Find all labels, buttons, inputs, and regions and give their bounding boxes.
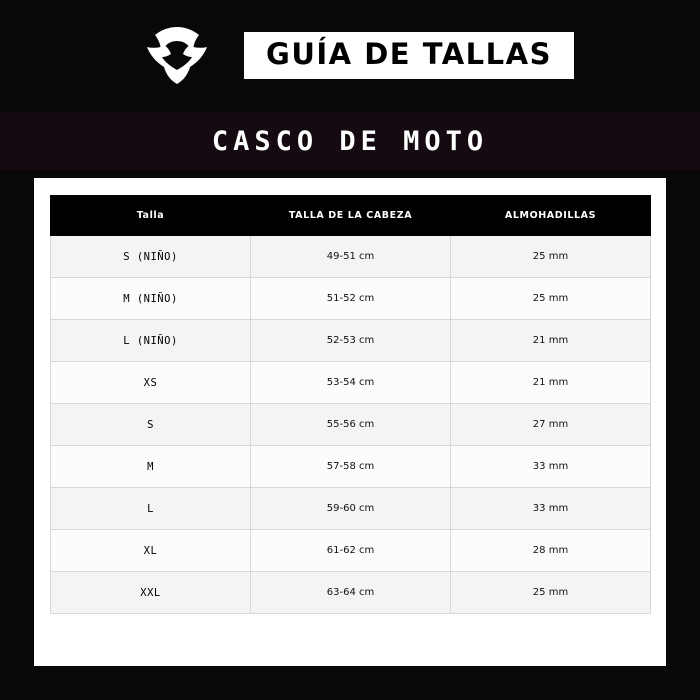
- cell-pads: 28 mm: [451, 530, 651, 572]
- cell-pads: 21 mm: [451, 320, 651, 362]
- column-header-pads: ALMOHADILLAS: [451, 196, 651, 236]
- table-row: [51, 446, 651, 488]
- page-subtitle: CASCO DE MOTO: [211, 125, 489, 157]
- cell-size: S (NIÑO): [51, 236, 251, 278]
- cell-pads: 21 mm: [451, 362, 651, 404]
- cell-head: 52-53 cm: [251, 320, 451, 362]
- cell-head: 49-51 cm: [251, 236, 451, 278]
- cell-pads: 25 mm: [451, 236, 651, 278]
- cell-size: M (NIÑO): [51, 278, 251, 320]
- cell-head: 59-60 cm: [251, 488, 451, 530]
- table-row: [51, 530, 651, 572]
- cell-size: M: [51, 446, 251, 488]
- cell-size: XS: [51, 362, 251, 404]
- page-title: GUÍA DE TALLAS: [244, 32, 574, 79]
- subtitle-band: [0, 112, 700, 170]
- table-row: [51, 236, 651, 278]
- size-table: [50, 195, 651, 614]
- table-row: [51, 404, 651, 446]
- cell-size: XL: [51, 530, 251, 572]
- table-row: [51, 362, 651, 404]
- table-row: [51, 278, 651, 320]
- page-header: [0, 0, 700, 110]
- cell-pads: 25 mm: [451, 278, 651, 320]
- table-header-row: [51, 196, 651, 236]
- cell-head: 53-54 cm: [251, 362, 451, 404]
- size-table-card: [34, 178, 666, 666]
- table-body: [51, 236, 651, 614]
- table-row: [51, 320, 651, 362]
- column-header-head: TALLA DE LA CABEZA: [251, 196, 451, 236]
- cell-size: S: [51, 404, 251, 446]
- cell-pads: 25 mm: [451, 572, 651, 614]
- table-header: [51, 196, 651, 236]
- cell-pads: 33 mm: [451, 446, 651, 488]
- column-header-size: Talla: [51, 196, 251, 236]
- table-row: [51, 572, 651, 614]
- cell-size: L: [51, 488, 251, 530]
- cell-head: 57-58 cm: [251, 446, 451, 488]
- cell-size: L (NIÑO): [51, 320, 251, 362]
- cell-head: 61-62 cm: [251, 530, 451, 572]
- fox-head-logo-icon: [144, 25, 210, 85]
- cell-pads: 33 mm: [451, 488, 651, 530]
- cell-head: 63-64 cm: [251, 572, 451, 614]
- cell-pads: 27 mm: [451, 404, 651, 446]
- cell-head: 51-52 cm: [251, 278, 451, 320]
- table-row: [51, 488, 651, 530]
- cell-head: 55-56 cm: [251, 404, 451, 446]
- cell-size: XXL: [51, 572, 251, 614]
